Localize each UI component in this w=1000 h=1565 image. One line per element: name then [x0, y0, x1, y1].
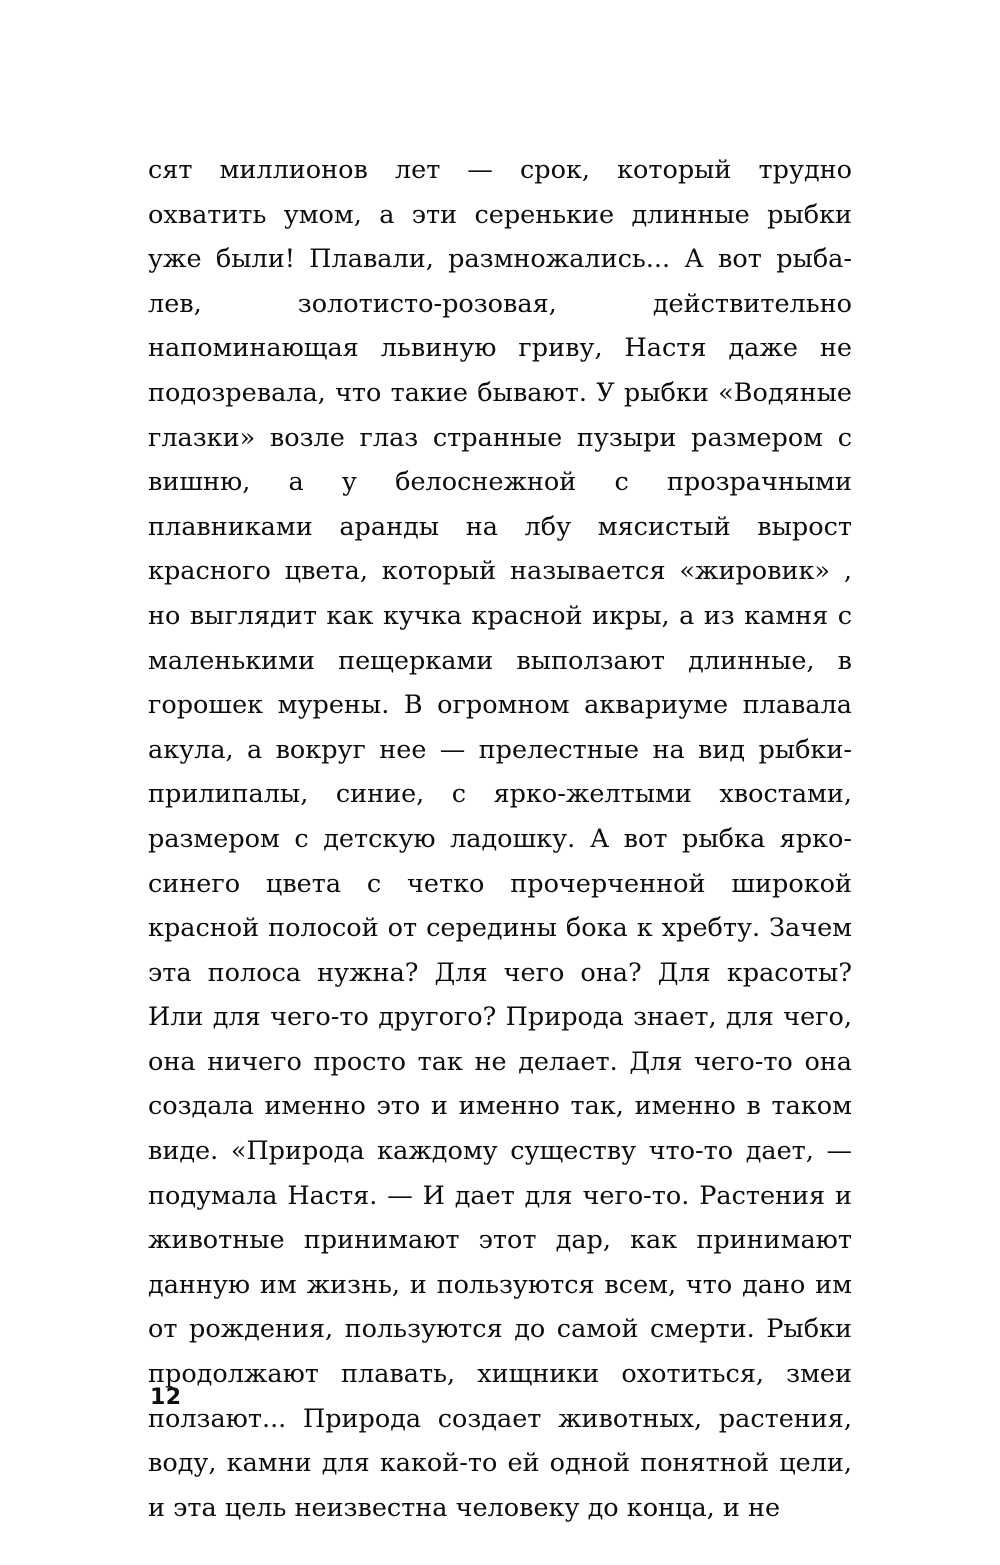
body-paragraph: сят миллионов лет — срок, который трудно охватить умом, а эти серенькие длинные рыбки уже были! Плавали, размножались... А вот рыба-лев, золотисто-розовая, действительно напоминающая львиную гриву, Настя даже не подозревала, что такие бывают. У рыбки «Водяные глазки» возле глаз странные пузыри размером с вишню, а у белоснежной с прозрачными плавниками аранды на лбу мясистый вырост красного цвета, который называется «жировик» , но выглядит как кучка красной икры, а из камня с маленькими пещерками выползают длинные, в горошек мурены. В огромном аквариуме плавала акула, а вокруг нее — прелестные на вид рыбки-прилипалы, синие, с ярко-желтыми хвостами, размером с детскую ладошку. А вот рыбка ярко-синего цвета с четко прочерченной широкой красной полосой от середины бока к хребту. Зачем эта полоса нужна? Для чего она? Для красоты? Или для чего-то другого? Природа знает, для чего, она ничего просто так не делает. Для чего-то она создала именно это и именно так, именно в таком виде. «Природа каждому существу что-то дает, — подумала Настя. — И дает для чего-то. Растения и животные принимают этот дар, как принимают данную им жизнь, и пользуются всем, что дано им от рождения, пользуются до самой смерти. Рыбки продолжают плавать, хищники охотиться, змеи ползают... Природа создает животных, растения, воду, камни для какой-то ей одной понятной цели, и эта цель неизвестна человеку до конца, и не [148, 155, 852, 1523]
page-body-text [148, 148, 852, 1530]
page-number: 12 [150, 1385, 182, 1410]
